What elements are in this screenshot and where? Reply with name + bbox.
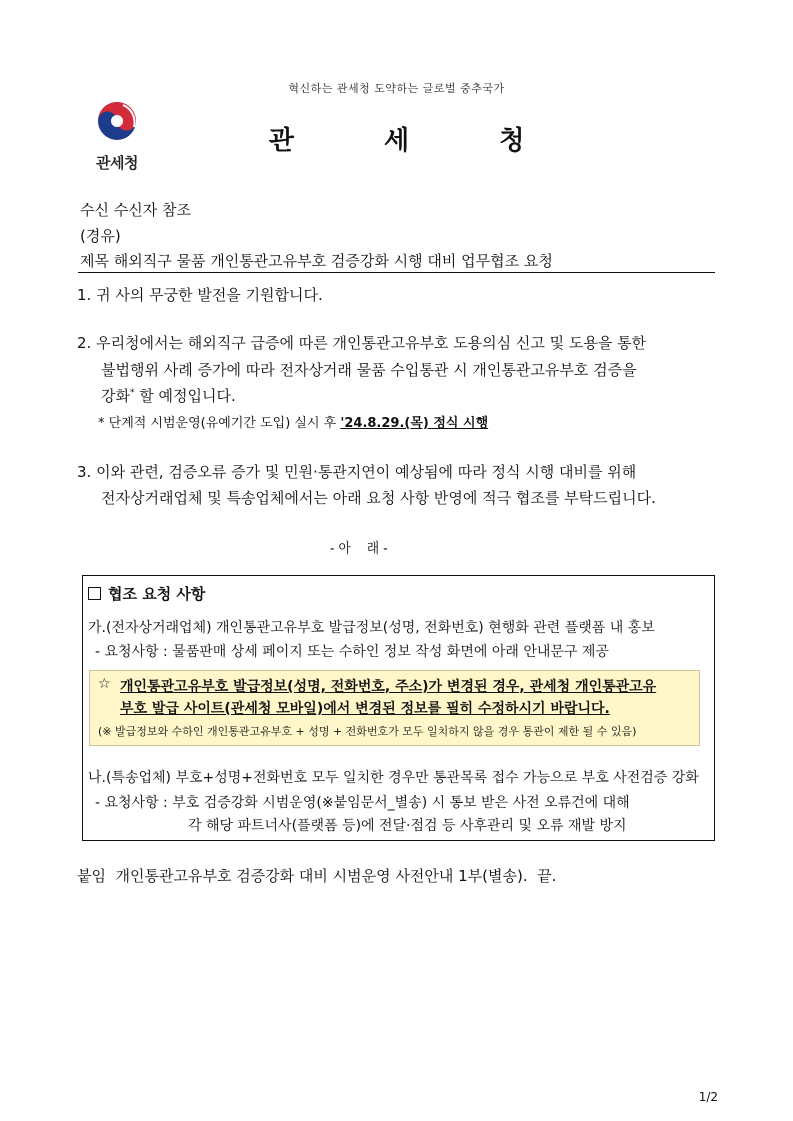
text-segment: 할 예정입니다. xyxy=(134,387,236,405)
request-item-na-sub-1: - 요청사항 : 부호 검증강화 시범운영(※붙임문서_별송) 시 통보 받은 사전 오류건에 대해 xyxy=(95,795,630,811)
document-title xyxy=(0,120,793,157)
subject-line: 제목 해외직구 물품 개인통관고유부호 검증강화 시행 대비 업무협조 요청 xyxy=(80,252,553,270)
request-box-title-text: 협조 요청 사항 xyxy=(108,585,206,603)
request-item-ga: 가.(전자상거래업체) 개인통관고유부호 발급정보(성명, 전화번호) 현행화 관련 플랫폼 내 홍보 xyxy=(88,620,655,636)
paragraph-2-line-2: 불법행위 사례 증가에 따라 전자상거래 물품 수입통관 시 개인통관고유부호 검증을 xyxy=(101,361,637,379)
notice-small: (※ 발급정보와 수하인 개인통관고유부호 + 성명 + 전화번호가 모두 일치하지 않을 경우 통관이 제한 될 수 있음) xyxy=(98,725,637,738)
footnote-marker: * xyxy=(129,388,135,398)
slogan: 혁신하는 관세청 도약하는 글로벌 중추국가 xyxy=(288,82,505,95)
request-box-title xyxy=(88,583,205,604)
paragraph-1: 1. 귀 사의 무궁한 발전을 기원합니다. xyxy=(77,286,323,304)
title-char: 관 xyxy=(268,126,294,156)
request-item-na: 나.(특송업체) 부호+성명+전화번호 모두 일치한 경우만 통관목록 접수 가능으로 부호 사전검증 강화 xyxy=(88,770,699,786)
via-line: (경유) xyxy=(80,227,121,245)
request-item-na-sub-2: 각 해당 파트너사(플랫폼 등)에 전달·점검 등 사후관리 및 오류 재발 방지 xyxy=(188,818,627,834)
title-char: 세 xyxy=(383,126,410,156)
text-segment: 강화 xyxy=(101,387,130,405)
notice-line-1: 개인통관고유부호 발급정보(성명, 전화번호, 주소)가 변경된 경우, 관세청 개인통관고유 xyxy=(120,679,657,695)
checkbox-icon xyxy=(88,587,101,600)
page-number: 1/2 xyxy=(698,1090,718,1104)
attachment-line: 붙임 개인통관고유부호 검증강화 대비 시범운영 사전안내 1부(별송). 끝. xyxy=(77,867,557,885)
footnote-text: * 단계적 시범운영(유예기간 도입) 실시 후 xyxy=(98,416,341,431)
paragraph-2-line-3 xyxy=(101,385,236,406)
notice-line-2: 부호 발급 사이트(관세청 모바일)에서 변경된 정보를 필히 수정하시기 바랍니다. xyxy=(120,701,610,717)
title-char: 청 xyxy=(499,126,525,156)
effective-date: '24.8.29.(목) 정식 시행 xyxy=(340,416,489,431)
paragraph-2-line-1: 2. 우리청에서는 해외직구 급증에 따른 개인통관고유부호 도용의심 신고 및 도용을 통한 xyxy=(77,334,647,352)
recipient-line: 수신 수신자 참조 xyxy=(80,201,191,219)
logo-text: 관세청 xyxy=(96,154,138,172)
paragraph-3-line-1: 3. 이와 관련, 검증오류 증가 및 민원·통관지연이 예상됨에 따라 정식 시행 대비를 위해 xyxy=(77,463,637,481)
below-marker: - 아 래 - xyxy=(329,541,388,557)
footnote xyxy=(98,412,488,431)
request-item-ga-sub: - 요청사항 : 물품판매 상세 페이지 또는 수하인 정보 작성 화면에 아래 안내문구 제공 xyxy=(95,644,609,660)
subject-divider xyxy=(78,272,715,273)
star-icon: ☆ xyxy=(98,676,111,692)
paragraph-3-line-2: 전자상거래업체 및 특송업체에서는 아래 요청 사항 반영에 적극 협조를 부탁드립니다. xyxy=(101,489,656,507)
